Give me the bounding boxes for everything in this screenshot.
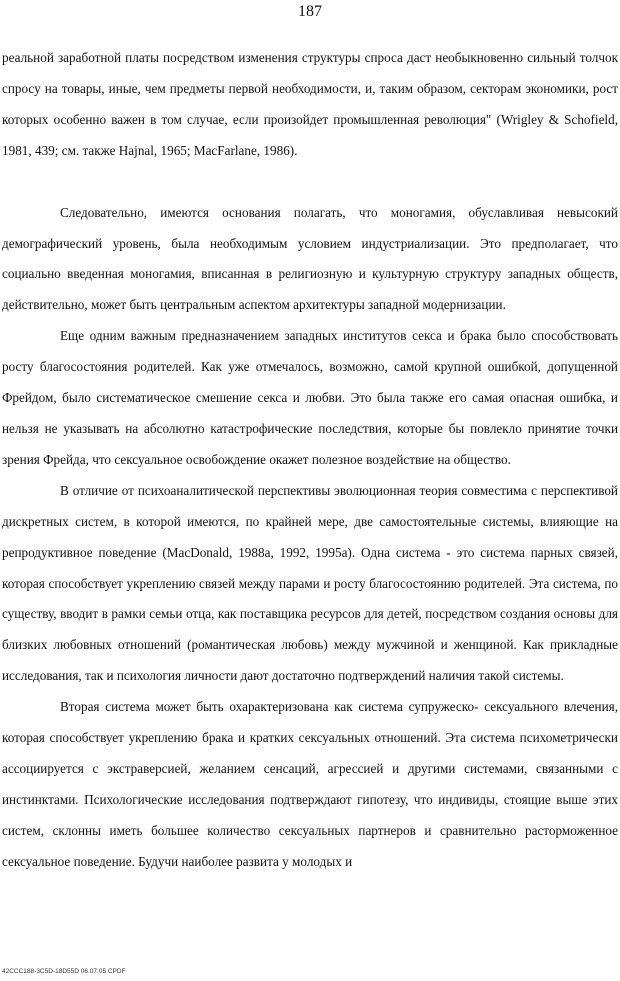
document-body bbox=[2, 43, 618, 878]
paragraph-parental-welfare: Еще одним важным предназначением западных институтов секса и брака было способствовать росту благосостояния родителей. Как уже отмечалось, возможно, самой крупной ошибкой, допущенной Фрейдом, было систематическое смешение секса и любви. Это была также его самая опасная ошибка, и нельзя не указывать на абсолютно катастрофические последствия, которые бы повлекло принятие точки зрения Фрейда, что сексуальное освобождение окажет полезное воздействие на общество. bbox=[2, 328, 618, 467]
page-number: 187 bbox=[298, 3, 322, 20]
paragraph-continuation: реальной заработной платы посредством изменения структуры спроса даст необыкновенно сильный толчок спросу на товары, иные, чем предметы первой необходимости, и, таким образом, секторам экономики, рост которых особенно важен в том случае, если произойдет промышленная революция" (Wrigley & Schofield, 1981, 439; см. также Hajnal, 1965; MacFarlane, 1986). bbox=[2, 50, 618, 158]
paragraph-discrete-systems: В отличие от психоаналитической перспективы эволюционная теория совместима с перспективой дискретных систем, в которой имеются, по крайней мере, две самостоятельные системы, влияющие на репродуктивное поведение (MacDonald, 1988a, 1992, 1995a). Одна система - это система парных связей, которая способствует укреплению связей между парами и росту благосостоянию родителей. Эта система, по существу, вводит в рамки семьи отца, как поставщика ресурсов для детей, посредством создания основы для близких любовных отношений (романтическая любовь) между мужчиной и женщиной. Как прикладные исследования, так и психология личности дают достаточно подтверждений наличия такой системы. bbox=[2, 482, 618, 684]
page-footer: 42CCC188-3C5D-18D55D 06.07.05 CPDF bbox=[2, 968, 126, 975]
paragraph-gap bbox=[2, 167, 618, 198]
paragraph-second-system: Вторая система может быть охарактеризована как система супружеско- сексуального влечения, которая способствует укреплению брака и кратких сексуальных отношений. Эта система психометрически ассоциируется с экстраверсией, желанием сенсаций, агрессией и другими системами, связанными с инстинктами. Психологические исследования подтверждают гипотезу, что индивиды, стоящие выше этих систем, склонны иметь большее количество сексуальных партнеров и сравнительно расторможенное сексуальное поведение. Будучи наиболее развита у молодых и bbox=[2, 699, 618, 869]
paragraph-monogamy: Следовательно, имеются основания полагать, что моногамия, обуславливая невысокий демографический уровень, была необходимым условием индустриализации. Это предполагает, что социально введенная моногамия, вписанная в религиозную и культурную структуру западных обществ, действительно, может быть центральным аспектом архитектуры западной модернизации. bbox=[2, 204, 618, 313]
